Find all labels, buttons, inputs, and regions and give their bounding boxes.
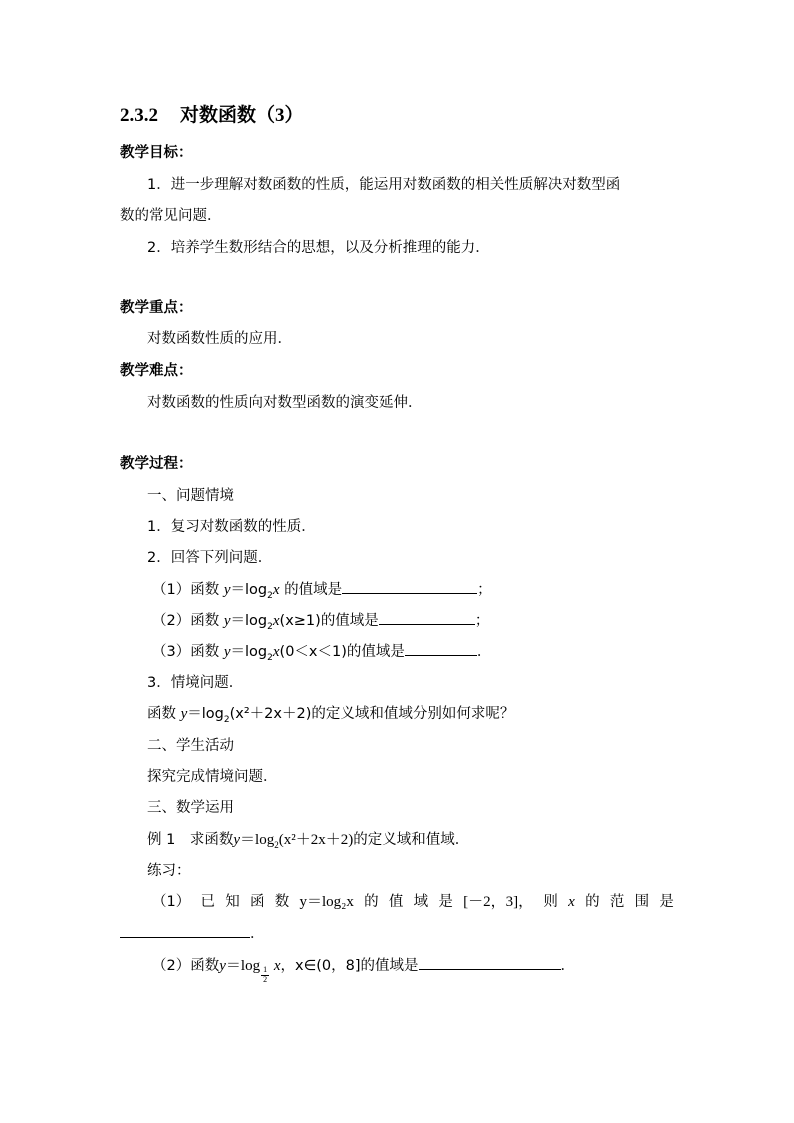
situation-question: 函数 $y=\log_2(x^2+2x+2)$的定义域和值域分别如何求呢？ [147,706,515,725]
section-1-heading: 一、问题情境 [147,488,234,504]
answer-blank[interactable] [379,612,475,625]
point-1: 1．复习对数函数的性质． [147,519,316,535]
point-2: 2．回答下列问题． [147,550,273,566]
section-number: 2.3.2 [120,105,158,126]
answer-blank[interactable] [405,643,477,656]
section-2-heading: 二、学生活动 [147,738,234,754]
question-3: （3）函数 $y=\log_2x(0<x<1)$的值域是 ． [152,644,492,663]
one-half-subscript: $\frac{1}{2}$ [263,965,268,984]
activity-text: 探究完成情境问题． [147,769,278,785]
difficulty-text: 对数函数的性质向对数型函数的演变延伸． [147,395,423,411]
answer-blank[interactable] [419,957,561,970]
key-heading: 教学重点： [120,300,193,316]
practice-1: （1） 已 知 函 数 y＝log₂x 的 值 域 是 [－2，3]， 则 x 的 范 围 是 [152,894,674,910]
question-2: （2）函数 $y=\log_2x(x\ge 1)$的值域是 ； [152,613,490,632]
point-3: 3．情境问题． [147,675,244,691]
goal-1-line-2: 数的常见问题． [120,208,222,224]
example-1: 例 1 求函数$y=\log_2(x^2+2x+2)$的定义域和值域． [147,832,470,850]
process-heading: 教学过程： [120,456,193,472]
key-text: 对数函数性质的应用． [147,331,292,347]
question-1: （1）函数 $y=\log_2x$ 的值域是 ； [152,582,492,601]
section-title: 对数函数（3） [180,105,304,126]
answer-blank[interactable] [342,581,477,594]
practice-1-answer-line: ． [120,924,265,944]
practice-2: （2）函数y＝log $\frac{1}{2}$ x，x∈(0，8]的值域是 ． [152,958,575,984]
difficulty-heading: 教学难点： [120,363,193,379]
practice-heading: 练习： [147,863,191,879]
goals-heading: 教学目标： [120,145,193,161]
page-title [120,106,304,126]
goal-1-line-1: 1．进一步理解对数函数的性质，能运用对数函数的相关性质解决对数型函 [147,177,621,193]
section-3-heading: 三、数学运用 [147,800,234,816]
goal-2: 2．培养学生数形结合的思想，以及分析推理的能力． [147,240,490,256]
answer-blank[interactable] [120,925,250,938]
